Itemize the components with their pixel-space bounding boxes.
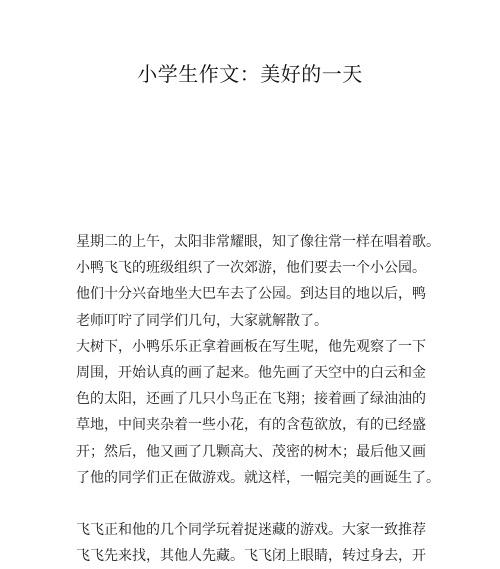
text-line: 大树下，小鸭乐乐正拿着画板在写生呢，他先观察了一下 [76,338,426,355]
document-title: 小学生作文：美好的一天 [137,62,363,86]
text-line: 他们十分兴奋地坐大巴车去了公园。到达目的地以后，鸭 [76,286,426,303]
text-line: 星期二的上午，太阳非常耀眼，知了像往常一样在唱着歌。 [76,234,440,250]
paragraph [76,334,440,491]
paragraph [76,517,426,569]
document-body [76,229,440,569]
text-line: 飞飞先来找，其他人先藏。飞飞闭上眼睛，转过身去，开 [76,548,426,565]
text-line: 老师叮咛了同学们几句，大家就解散了。 [76,312,328,329]
text-line: 小鸭飞飞的班级组织了一次郊游，他们要去一个小公园。 [76,260,426,277]
paragraph [76,229,440,334]
text-line: 了他的同学们正在做游戏。就这样，一幅完美的画诞生了。 [76,469,440,486]
text-line: 飞飞正和他的几个同学玩着捉迷藏的游戏。大家一致推荐 [76,522,426,539]
text-line: 色的太阳，还画了几只小鸟正在飞翔；接着画了绿油油的 [76,391,426,408]
text-line: 周围，开始认真的画了起来。他先画了天空中的白云和金 [76,364,426,381]
text-line: 开；然后，他又画了几颗高大、茂密的树木；最后他又画 [76,443,426,460]
paragraph-spacer [76,491,426,517]
text-line: 草地，中间夹杂着一些小花，有的含苞欲放，有的已经盛 [76,417,426,434]
